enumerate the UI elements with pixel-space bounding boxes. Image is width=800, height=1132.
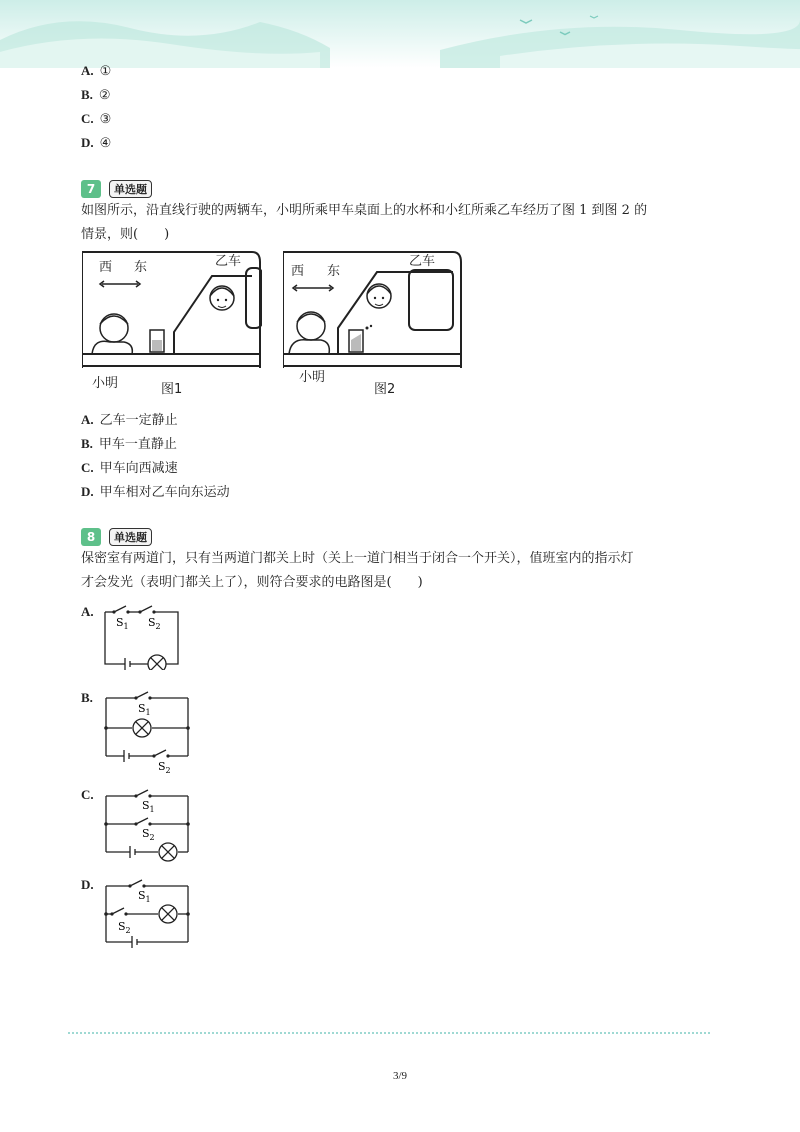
- question-type-tag: 单选题: [109, 180, 152, 198]
- west-label: 西: [99, 260, 113, 275]
- switch-s1-label: $S_1$: [138, 702, 151, 717]
- q7-figure-1: [82, 250, 262, 400]
- question-7-header: [81, 179, 152, 199]
- q7-figure-2: [283, 250, 463, 400]
- question-8-header: [81, 527, 152, 547]
- q7-option-b[interactable]: B. 甲车一直静止: [81, 436, 177, 452]
- q7-option-a[interactable]: A. 乙车一定静止: [81, 412, 178, 428]
- page-number: 3/9: [392, 1070, 408, 1082]
- prev-option-b[interactable]: B. ②: [81, 87, 111, 103]
- circuit-diagram-d: [100, 874, 200, 950]
- person-label: 小明: [299, 370, 326, 385]
- q8-option-a[interactable]: A.: [81, 604, 94, 619]
- q8-option-d[interactable]: D.: [81, 877, 94, 892]
- prev-option-a[interactable]: A. ①: [81, 63, 112, 79]
- switch-s2-label: $S_2$: [148, 616, 161, 631]
- east-label: 东: [134, 260, 148, 275]
- prev-option-c[interactable]: C. ③: [81, 111, 112, 127]
- person-label: 小明: [92, 376, 119, 391]
- west-label: 西: [291, 264, 305, 279]
- q7-option-d[interactable]: D. 甲车相对乙车向东运动: [81, 484, 230, 500]
- q8-option-c[interactable]: C.: [81, 787, 94, 802]
- q7-option-c[interactable]: C. 甲车向西减速: [81, 460, 178, 476]
- question-7-text: 如图所示，沿直线行驶的两辆车，小明所乘甲车桌面上的水杯和小红所乘乙车经历了图 1 到图 2 的 情景，则( ): [81, 203, 648, 242]
- question-type-tag: 单选题: [109, 528, 152, 546]
- circuit-diagram-b: [100, 688, 200, 774]
- circuit-diagram-c: [100, 784, 200, 866]
- switch-s2-label: $S_2$: [142, 827, 155, 842]
- header-banner: [0, 0, 800, 68]
- circuit-diagram-a: [100, 600, 190, 670]
- prev-option-d[interactable]: D. ④: [81, 135, 112, 151]
- switch-s1-label: $S_1$: [142, 799, 155, 814]
- question-8-text: 保密室有两道门，只有当两道门都关上时（关上一道门相当于闭合一个开关），值班室内的指示灯 才会发光（表明门都关上了），则符合要求的电路图是( ): [81, 551, 634, 590]
- switch-s1-label: $S_1$: [138, 889, 151, 904]
- figure-caption: 图1: [161, 382, 183, 397]
- switch-s2-label: $S_2$: [118, 920, 131, 935]
- footer-divider: [68, 1032, 710, 1034]
- figure-caption: 图2: [374, 382, 396, 397]
- switch-s2-label: $S_2$: [158, 760, 171, 774]
- east-label: 东: [327, 264, 341, 279]
- car-b-label: 乙车: [409, 254, 436, 269]
- switch-s1-label: $S_1$: [116, 616, 129, 631]
- question-number-badge: 8: [81, 528, 101, 546]
- question-number-badge: 7: [81, 180, 101, 198]
- q8-option-b[interactable]: B.: [81, 690, 93, 705]
- car-b-label: 乙车: [215, 254, 242, 269]
